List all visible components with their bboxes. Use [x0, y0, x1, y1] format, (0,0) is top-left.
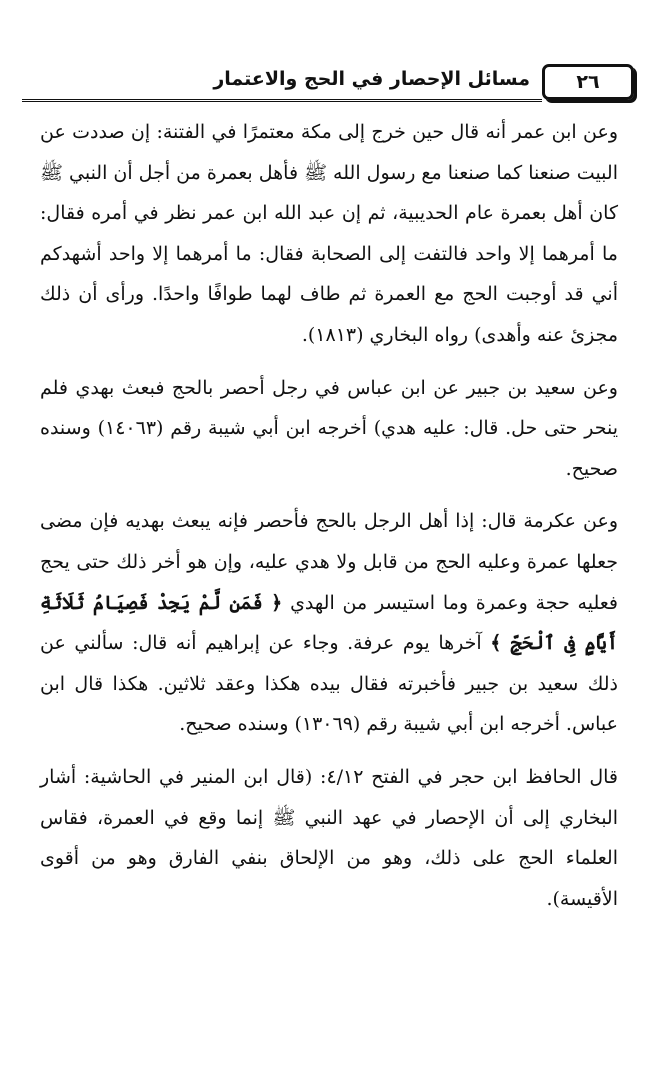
- paragraph-ikrima: [40, 501, 618, 745]
- running-title: مسائل الإحصار في الحج والاعتمار: [213, 68, 530, 90]
- paragraph-said-ibn-jubayr: وعن سعيد بن جبير عن ابن عباس في رجل أحصر بالحج فبعث بهدي فلم ينحر حتى حل. قال: عليه هدي) أخرجه ابن أبي شيبة رقم (١٤٠٦٣) وسنده صحيح.: [40, 376, 618, 480]
- quran-verse: ﴿ فَمَن لَّمْ يَجِدْ فَصِيَامُ ثَلَاثَةِ أَيَّامٍ فِى ٱلْحَجِّ ﴾: [40, 591, 619, 655]
- paragraph-ikrima-before: وعن عكرمة قال: إذا أهل الرجل بالحج فأحصر فإنه يبعث بهديه فإن مضى جعلها عمرة وعليه الحج من قابل ولا هدي عليه، وإن هو أخر ذلك حتى يحج فعليه حجة وعمرة وما استيسر من الهدي: [40, 510, 618, 614]
- paragraph-ibn-umar: وعن ابن عمر أنه قال حين خرج إلى مكة معتمرًا في الفتنة: إن صددت عن البيت صنعنا كما صنعنا مع رسول الله ﷺ فأهل بعمرة من أجل أن النبي ﷺ كان أهل بعمرة عام الحديبية، ثم إن عبد الله ابن عمر نظر في أمره فقال: ما أمرهما إلا واحد فالتفت إلى الصحابة فقال: ما أمرهما إلا واحد أشهدكم أني قد أوجبت الحج مع العمرة ثم طاف لهما طوافًا واحدًا. ورأى أن ذلك مجزئ عنه وأهدى) رواه البخاري (١٨١٣).: [40, 121, 618, 346]
- header-double-rule: [22, 99, 542, 102]
- body-text: [40, 112, 618, 919]
- page-number: ٢٦: [576, 71, 600, 93]
- paragraph-ibn-hajar: قال الحافظ ابن حجر في الفتح ٤/١٢: (قال ابن المنير في الحاشية: أشار البخاري إلى أن الإحصار في عهد النبي ﷺ إنما وقع في العمرة، فقاس العلماء الحج على ذلك، وهو من الإلحاق بنفي الفارق وهو من أقوى الأقيسة).: [40, 765, 618, 910]
- paragraph-ikrima-after: آخرها يوم عرفة. وجاء عن إبراهيم أنه قال: سألني عن ذلك سعيد بن جبير فأخبرته فقال بيده هكذا وعقد ثلاثين. هكذا قال ابن عباس. أخرجه ابن أبي شيبة رقم (١٣٠٦٩) وسنده صحيح.: [40, 632, 618, 736]
- page-header: [22, 60, 642, 104]
- page-number-box: [542, 64, 634, 100]
